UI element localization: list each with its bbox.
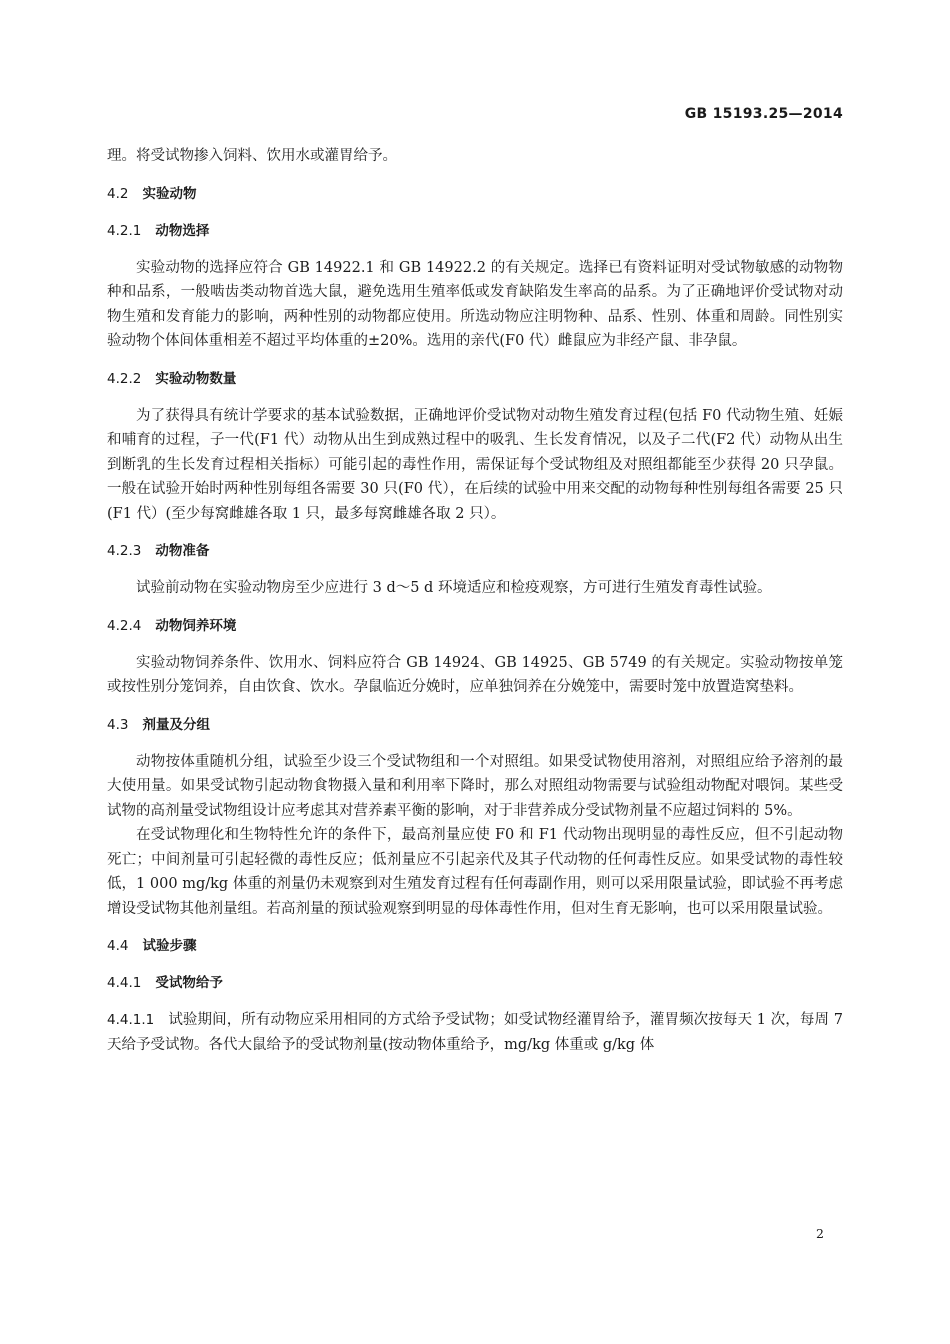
body-paragraph: 理。将受试物掺入饲料、饮用水或灌胃给予。	[107, 148, 397, 164]
clause-paragraph	[107, 1008, 843, 1057]
section-heading	[107, 182, 843, 206]
section-title: 实验动物	[142, 185, 197, 202]
section-title: 实验动物数量	[155, 370, 237, 387]
section-number: 4.2.2	[107, 370, 142, 387]
section-title: 动物选择	[155, 222, 210, 239]
section-number: 4.2.4	[107, 617, 142, 634]
document-body	[107, 144, 843, 1057]
body-paragraph: 动物按体重随机分组，试验至少设三个受试物组和一个对照组。如果受试物使用溶剂，对照组应给予溶剂的最大使用量。如果受试物引起动物食物摄入量和利用率下降时，那么对照组动物需要与试验组动物配对喂饲。某些受试物的高剂量受试物组设计应考虑其对营养素平衡的影响，对于非营养成分受试物剂量不应超过饲料的 5%。	[107, 753, 843, 819]
section-heading	[107, 971, 843, 995]
section-number: 4.2.1	[107, 222, 142, 239]
clause-number: 4.4.1.1	[107, 1012, 155, 1028]
body-paragraph: 在受试物理化和生物特性允许的条件下，最高剂量应使 F0 和 F1 代动物出现明显的毒性反应，但不引起动物死亡；中间剂量可引起轻微的毒性反应；低剂量应不引起亲代及其子代动物的任何毒性反应。如果受试物的毒性较低，1 000 mg/kg 体重的剂量仍未观察到对生殖发育过程有任何毒副作用，则可以采用限量试验，即试验不再考虑增设受试物其他剂量组。若高剂量的预试验观察到明显的母体毒性作用，但对生育无影响，也可以采用限量试验。	[107, 827, 843, 917]
section-heading	[107, 539, 843, 563]
section-title: 动物准备	[155, 543, 210, 559]
page-number: 2	[816, 1226, 824, 1241]
body-paragraph: 实验动物的选择应符合 GB 14922.1 和 GB 14922.2 的有关规定。选择已有资料证明对受试物敏感的动物物种和品系，一般啮齿类动物首选大鼠，避免选用生殖率低或发育缺陷发生率高的品系。为了正确地评价受试物对动物生殖和发育能力的影响，两种性别的动物都应使用。所选动物应注明物种、品系、性别、体重和周龄。同性别实验动物个体间体重相差不超过平均体重的±20%。选用的亲代(F0 代）雌鼠应为非经产鼠、非孕鼠。	[107, 259, 843, 349]
section-title: 剂量及分组	[142, 716, 210, 733]
section-title: 受试物给予	[155, 975, 223, 991]
section-heading	[107, 713, 843, 737]
section-heading	[107, 614, 843, 638]
section-number: 4.3	[107, 716, 129, 733]
body-paragraph: 实验动物饲养条件、饮用水、饲料应符合 GB 14924、GB 14925、GB 5749 的有关规定。实验动物按单笼或按性别分笼饲养，自由饮食、饮水。孕鼠临近分娩时，应单独饲养在分娩笼中，需要时笼中放置造窝垫料。	[107, 654, 843, 695]
section-title: 试验步骤	[142, 938, 197, 954]
section-number: 4.2	[107, 185, 129, 202]
section-title: 动物饲养环境	[155, 617, 237, 634]
section-heading	[107, 367, 843, 391]
section-number: 4.2.3	[107, 543, 142, 559]
section-number: 4.4	[107, 938, 129, 954]
clause-text: 试验期间，所有动物应采用相同的方式给予受试物；如受试物经灌胃给予，灌胃频次按每天 1 次，每周 7 天给予受试物。各代大鼠给予的受试物剂量(按动物体重给予，mg/kg 体重或 g/kg 体	[107, 1012, 843, 1053]
body-paragraph: 试验前动物在实验动物房至少应进行 3 d～5 d 环境适应和检疫观察，方可进行生殖发育毒性试验。	[136, 580, 772, 596]
section-heading	[107, 219, 843, 243]
section-number: 4.4.1	[107, 975, 142, 991]
standard-code: GB 15193.25—2014	[684, 106, 843, 122]
section-heading	[107, 934, 843, 958]
body-paragraph: 为了获得具有统计学要求的基本试验数据，正确地评价受试物对动物生殖发育过程(包括 F0 代动物生殖、妊娠和哺育的过程，子一代(F1 代）动物从出生到成熟过程中的吸乳、生长发育情况，以及子二代(F2 代）动物从出生到断乳的生长发育过程相关指标）可能引起的毒性作用，需保证每个受试物组及对照组都能至少获得 20 只孕鼠。一般在试验开始时两种性别每组各需要 30 只(F0 代），在后续的试验中用来交配的动物每种性别每组各需要 25 只(F1 代）(至少每窝雌雄各取 1 只，最多每窝雌雄各取 2 只）。	[107, 407, 843, 522]
